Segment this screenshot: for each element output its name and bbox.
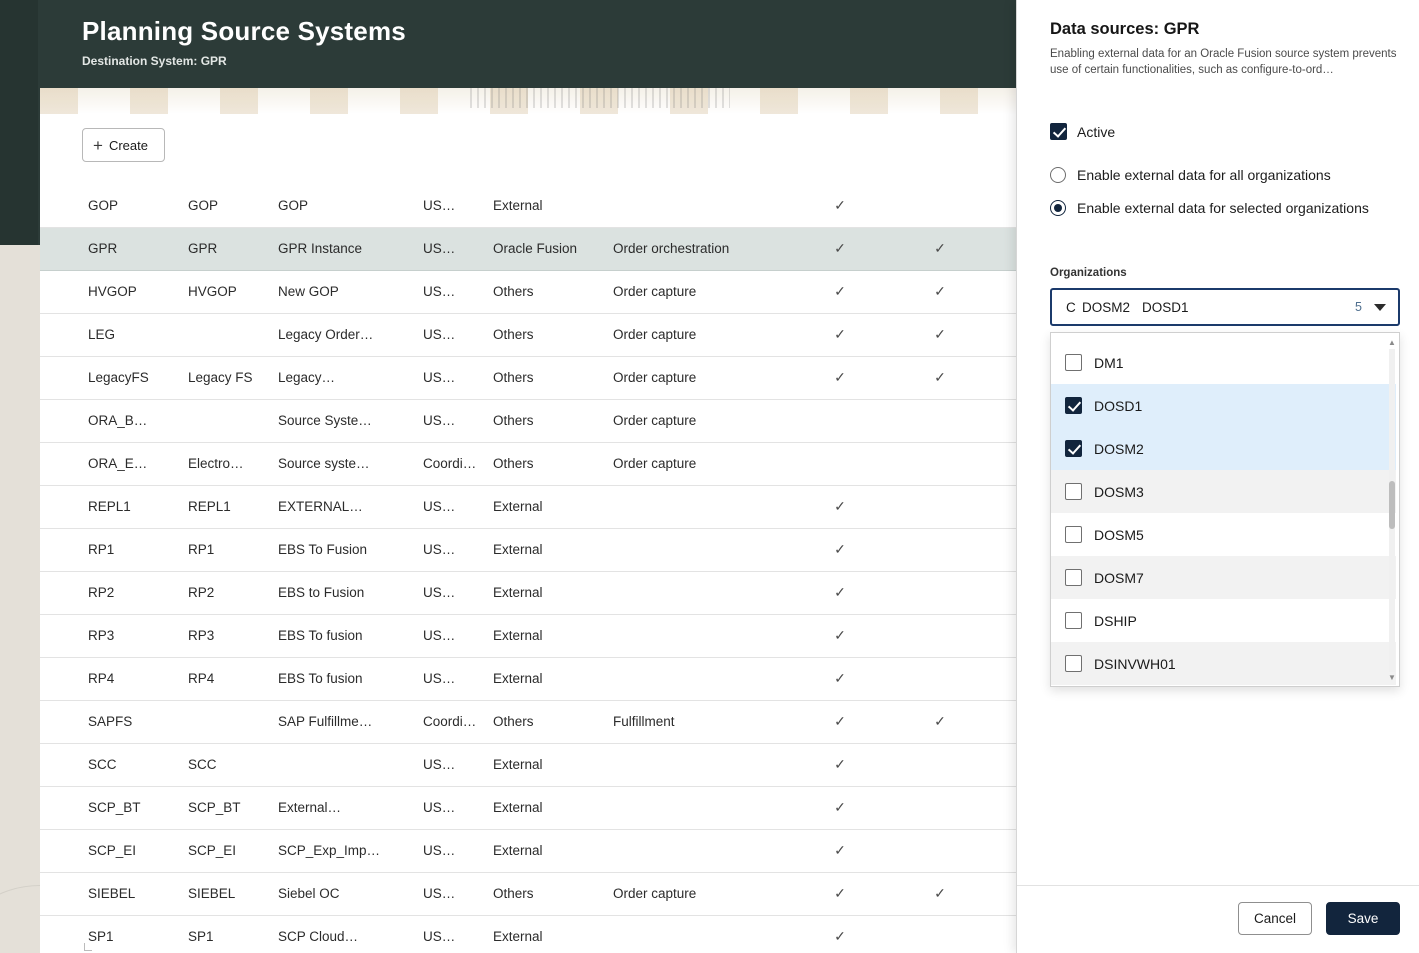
dropdown-scrollbar[interactable] (1388, 339, 1396, 682)
radio-all-organizations-label: Enable external data for all organizations (1077, 167, 1331, 183)
organizations-combobox[interactable] (1050, 288, 1400, 326)
cell-check-1: ✓ (790, 571, 890, 614)
active-checkbox[interactable] (1050, 123, 1067, 140)
cell-code: RP4 (80, 657, 180, 700)
cell-name: GOP (270, 184, 415, 227)
save-button[interactable]: Save (1326, 902, 1400, 935)
cell-usage (605, 657, 790, 700)
organization-option[interactable] (1051, 556, 1396, 599)
card-decoration-secondary (470, 88, 730, 108)
row-spacer (40, 829, 80, 872)
row-spacer (40, 313, 80, 356)
table-row[interactable] (40, 657, 1025, 700)
cell-short-name: GPR (180, 227, 270, 270)
row-spacer (40, 700, 80, 743)
cell-category: External (485, 485, 605, 528)
row-spacer (40, 184, 80, 227)
cell-short-name: RP3 (180, 614, 270, 657)
cell-code: SCP_EI (80, 829, 180, 872)
organization-option-label: DSHIP (1094, 612, 1137, 629)
cell-check-1 (790, 442, 890, 485)
cell-check-1: ✓ (790, 786, 890, 829)
table-row[interactable] (40, 313, 1025, 356)
row-spacer (40, 399, 80, 442)
radio-selected-organizations-label: Enable external data for selected organizations (1077, 200, 1369, 216)
cell-category: External (485, 614, 605, 657)
cell-check-1: ✓ (790, 872, 890, 915)
cell-usage: Order orchestration (605, 227, 790, 270)
cell-check-1: ✓ (790, 915, 890, 953)
cell-type: US… (415, 614, 485, 657)
cell-code: GPR (80, 227, 180, 270)
cell-category: External (485, 184, 605, 227)
row-spacer (40, 442, 80, 485)
cell-check-2 (890, 829, 990, 872)
panel-description: Enabling external data for an Oracle Fusion source system prevents use of certain functionalities, such as configure-to-ord… (1050, 48, 1397, 76)
radio-selected-organizations-input[interactable] (1050, 200, 1066, 216)
table-row[interactable] (40, 528, 1025, 571)
cell-category: Others (485, 442, 605, 485)
cell-check-2 (890, 571, 990, 614)
resize-handle[interactable] (84, 943, 92, 951)
cell-check-2: ✓ (890, 227, 990, 270)
source-systems-table (40, 184, 1025, 953)
cell-short-name (180, 399, 270, 442)
cell-type: US… (415, 571, 485, 614)
cell-usage (605, 915, 790, 953)
cell-name: EBS To fusion (270, 614, 415, 657)
cell-category: External (485, 571, 605, 614)
cell-check-2 (890, 485, 990, 528)
table-row[interactable] (40, 872, 1025, 915)
cell-check-1: ✓ (790, 356, 890, 399)
organization-option-label: DOSM3 (1094, 483, 1144, 500)
cell-category: External (485, 528, 605, 571)
organization-option[interactable] (1051, 599, 1396, 642)
cell-name: EBS To fusion (270, 657, 415, 700)
cell-category: External (485, 743, 605, 786)
cell-check-2 (890, 442, 990, 485)
cell-type: Coordi… (415, 442, 485, 485)
cell-check-2: ✓ (890, 356, 990, 399)
cancel-button[interactable]: Cancel (1238, 902, 1312, 935)
organization-option-label: DOSD1 (1094, 397, 1143, 414)
cell-name: SCP_Exp_Imp… (270, 829, 415, 872)
active-checkbox-row[interactable] (1050, 123, 1115, 140)
cell-check-2 (890, 528, 990, 571)
table-row[interactable] (40, 442, 1025, 485)
cell-usage (605, 786, 790, 829)
organization-option-checkbox[interactable] (1065, 440, 1082, 457)
cell-usage (605, 184, 790, 227)
table-row[interactable] (40, 270, 1025, 313)
cell-usage (605, 485, 790, 528)
table-row[interactable] (40, 399, 1025, 442)
cell-short-name (180, 313, 270, 356)
cell-code: ORA_B… (80, 399, 180, 442)
cell-category: External (485, 657, 605, 700)
cell-short-name: SCP_BT (180, 786, 270, 829)
table-row[interactable] (40, 184, 1025, 227)
cell-code: HVGOP (80, 270, 180, 313)
row-spacer (40, 227, 80, 270)
row-spacer (40, 528, 80, 571)
row-spacer (40, 485, 80, 528)
table-row[interactable] (40, 829, 1025, 872)
table-row[interactable] (40, 786, 1025, 829)
cell-check-1: ✓ (790, 700, 890, 743)
cell-check-2 (890, 915, 990, 953)
table-row[interactable] (40, 356, 1025, 399)
source-systems-table-wrap[interactable] (40, 184, 1025, 953)
cell-code: SP1 (80, 915, 180, 953)
cell-name: Legacy Order… (270, 313, 415, 356)
organization-option-checkbox[interactable] (1065, 397, 1082, 414)
left-page-edge (0, 245, 40, 953)
table-row[interactable] (40, 485, 1025, 528)
content-card (40, 88, 1025, 953)
scroll-down-icon[interactable]: ▼ (1388, 673, 1396, 682)
cell-name: EBS to Fusion (270, 571, 415, 614)
cell-short-name: Legacy FS (180, 356, 270, 399)
cell-category: External (485, 829, 605, 872)
cell-type: US… (415, 485, 485, 528)
row-spacer (40, 571, 80, 614)
active-label: Active (1077, 123, 1116, 140)
cell-type: Coordi… (415, 700, 485, 743)
create-button[interactable] (82, 128, 165, 162)
cell-usage: Order capture (605, 313, 790, 356)
cell-code: RP2 (80, 571, 180, 614)
row-spacer (40, 915, 80, 953)
organizations-dropdown[interactable] (1050, 332, 1400, 687)
row-spacer (40, 657, 80, 700)
cell-category: Others (485, 700, 605, 743)
cell-code: SAPFS (80, 700, 180, 743)
cell-type: US… (415, 313, 485, 356)
row-spacer (40, 786, 80, 829)
row-spacer (40, 270, 80, 313)
organizations-field-label: Organizations (1050, 267, 1127, 279)
cell-check-1: ✓ (790, 528, 890, 571)
cell-code: SIEBEL (80, 872, 180, 915)
cell-category: Others (485, 872, 605, 915)
cell-code: RP1 (80, 528, 180, 571)
cell-code: SCC (80, 743, 180, 786)
cell-name: Source Syste… (270, 399, 415, 442)
cell-short-name: RP1 (180, 528, 270, 571)
cell-name: SAP Fulfillme… (270, 700, 415, 743)
cell-check-2: ✓ (890, 313, 990, 356)
cell-type: US… (415, 786, 485, 829)
cell-short-name: SCP_EI (180, 829, 270, 872)
organization-option-checkbox[interactable] (1065, 612, 1082, 629)
create-button-label: Create (108, 137, 148, 153)
cell-name: External… (270, 786, 415, 829)
cell-usage: Order capture (605, 872, 790, 915)
cell-code: LegacyFS (80, 356, 180, 399)
cell-short-name: HVGOP (180, 270, 270, 313)
cell-check-2 (890, 657, 990, 700)
table-row[interactable] (40, 700, 1025, 743)
cell-check-1: ✓ (790, 184, 890, 227)
cell-short-name (180, 700, 270, 743)
radio-all-organizations[interactable] (1050, 167, 1331, 183)
organization-option-label: DOSM7 (1094, 569, 1144, 586)
cell-code: RP3 (80, 614, 180, 657)
cell-usage (605, 743, 790, 786)
organization-chip[interactable]: DOSM2 (1082, 299, 1131, 315)
cell-category: Oracle Fusion (485, 227, 605, 270)
cell-code: GOP (80, 184, 180, 227)
panel-footer (1017, 885, 1419, 953)
organization-option-checkbox[interactable] (1065, 483, 1082, 500)
cell-name: EBS To Fusion (270, 528, 415, 571)
table-body (40, 184, 1025, 953)
row-spacer (40, 356, 80, 399)
header-left-strip (0, 0, 38, 245)
cell-type: US… (415, 915, 485, 953)
cell-type: US… (415, 872, 485, 915)
cell-name: SCP Cloud… (270, 915, 415, 953)
organization-chip[interactable]: DOSD1 (1142, 299, 1189, 315)
cell-check-1: ✓ (790, 313, 890, 356)
cell-type: US… (415, 270, 485, 313)
organization-option[interactable] (1051, 338, 1396, 384)
cell-category: External (485, 786, 605, 829)
cell-type: US… (415, 227, 485, 270)
organization-option[interactable] (1051, 470, 1396, 513)
cell-usage: Order capture (605, 270, 790, 313)
cell-check-2 (890, 614, 990, 657)
table-row[interactable] (40, 614, 1025, 657)
cell-check-1: ✓ (790, 485, 890, 528)
row-spacer (40, 743, 80, 786)
cell-name: New GOP (270, 270, 415, 313)
cell-check-2: ✓ (890, 270, 990, 313)
cell-code: ORA_E… (80, 442, 180, 485)
organization-option-label: DM1 (1094, 354, 1124, 371)
cell-type: US… (415, 657, 485, 700)
cell-usage: Order capture (605, 356, 790, 399)
cell-short-name: REPL1 (180, 485, 270, 528)
cell-usage (605, 614, 790, 657)
chevron-down-icon[interactable] (1374, 304, 1386, 311)
scrollbar-thumb[interactable] (1389, 481, 1395, 529)
table-row[interactable] (40, 915, 1025, 953)
cell-short-name: RP2 (180, 571, 270, 614)
cell-usage: Fulfillment (605, 700, 790, 743)
organization-option[interactable] (1051, 427, 1396, 470)
panel-title: Data sources: GPR (1050, 20, 1200, 38)
cell-usage (605, 829, 790, 872)
cell-type: US… (415, 184, 485, 227)
organization-option-label: DOSM5 (1094, 526, 1144, 543)
cell-check-1: ✓ (790, 270, 890, 313)
cell-check-1: ✓ (790, 227, 890, 270)
organization-option-label: DOSM2 (1094, 440, 1144, 457)
cell-name: EXTERNAL… (270, 485, 415, 528)
cell-check-2 (890, 399, 990, 442)
organizations-selected-count: 5 (1355, 300, 1362, 314)
organization-chip[interactable]: C (1066, 299, 1076, 315)
organization-option-label: DSINVWH01 (1094, 655, 1176, 672)
page-title: Planning Source Systems (82, 16, 406, 46)
cell-check-1 (790, 399, 890, 442)
cell-code: SCP_BT (80, 786, 180, 829)
cell-check-2: ✓ (890, 700, 990, 743)
cell-usage (605, 528, 790, 571)
cell-check-2 (890, 184, 990, 227)
cell-usage (605, 571, 790, 614)
cell-code: LEG (80, 313, 180, 356)
cell-name: Source syste… (270, 442, 415, 485)
table-toolbar (40, 114, 1025, 184)
cell-short-name: Electro… (180, 442, 270, 485)
cell-category: External (485, 915, 605, 953)
organization-option-checkbox[interactable] (1065, 655, 1082, 672)
cell-category: Others (485, 270, 605, 313)
cell-usage: Order capture (605, 399, 790, 442)
cell-short-name: GOP (180, 184, 270, 227)
cell-name (270, 743, 415, 786)
cell-type: US… (415, 356, 485, 399)
cell-name: Siebel OC (270, 872, 415, 915)
cell-code: REPL1 (80, 485, 180, 528)
organization-option[interactable] (1051, 642, 1396, 685)
cell-category: Others (485, 313, 605, 356)
organization-option[interactable] (1051, 384, 1396, 427)
row-spacer (40, 872, 80, 915)
cell-check-2 (890, 786, 990, 829)
cell-type: US… (415, 829, 485, 872)
organizations-option-list (1051, 338, 1396, 685)
cell-short-name: SIEBEL (180, 872, 270, 915)
cell-name: Legacy… (270, 356, 415, 399)
organization-option-checkbox[interactable] (1065, 526, 1082, 543)
cell-short-name: RP4 (180, 657, 270, 700)
cell-check-1: ✓ (790, 829, 890, 872)
data-sources-panel (1016, 0, 1419, 953)
cell-type: US… (415, 399, 485, 442)
table-row[interactable] (40, 227, 1025, 270)
cell-check-1: ✓ (790, 614, 890, 657)
cell-check-2 (890, 743, 990, 786)
cell-short-name: SP1 (180, 915, 270, 953)
table-row[interactable] (40, 743, 1025, 786)
row-spacer (40, 614, 80, 657)
radio-selected-organizations[interactable] (1050, 200, 1369, 216)
cell-check-2: ✓ (890, 872, 990, 915)
organization-option-checkbox[interactable] (1065, 569, 1082, 586)
radio-all-organizations-input[interactable] (1050, 167, 1066, 183)
cell-type: US… (415, 743, 485, 786)
plus-icon: + (93, 135, 103, 155)
cell-category: Others (485, 399, 605, 442)
cell-short-name: SCC (180, 743, 270, 786)
cell-type: US… (415, 528, 485, 571)
cell-name: GPR Instance (270, 227, 415, 270)
cell-check-1: ✓ (790, 743, 890, 786)
table-row[interactable] (40, 571, 1025, 614)
organization-option[interactable] (1051, 513, 1396, 556)
cell-category: Others (485, 356, 605, 399)
scroll-up-icon[interactable]: ▲ (1388, 338, 1396, 347)
cell-usage: Order capture (605, 442, 790, 485)
organization-option-checkbox[interactable] (1065, 354, 1082, 371)
cell-check-1: ✓ (790, 657, 890, 700)
page-subtitle: Destination System: GPR (82, 54, 227, 68)
